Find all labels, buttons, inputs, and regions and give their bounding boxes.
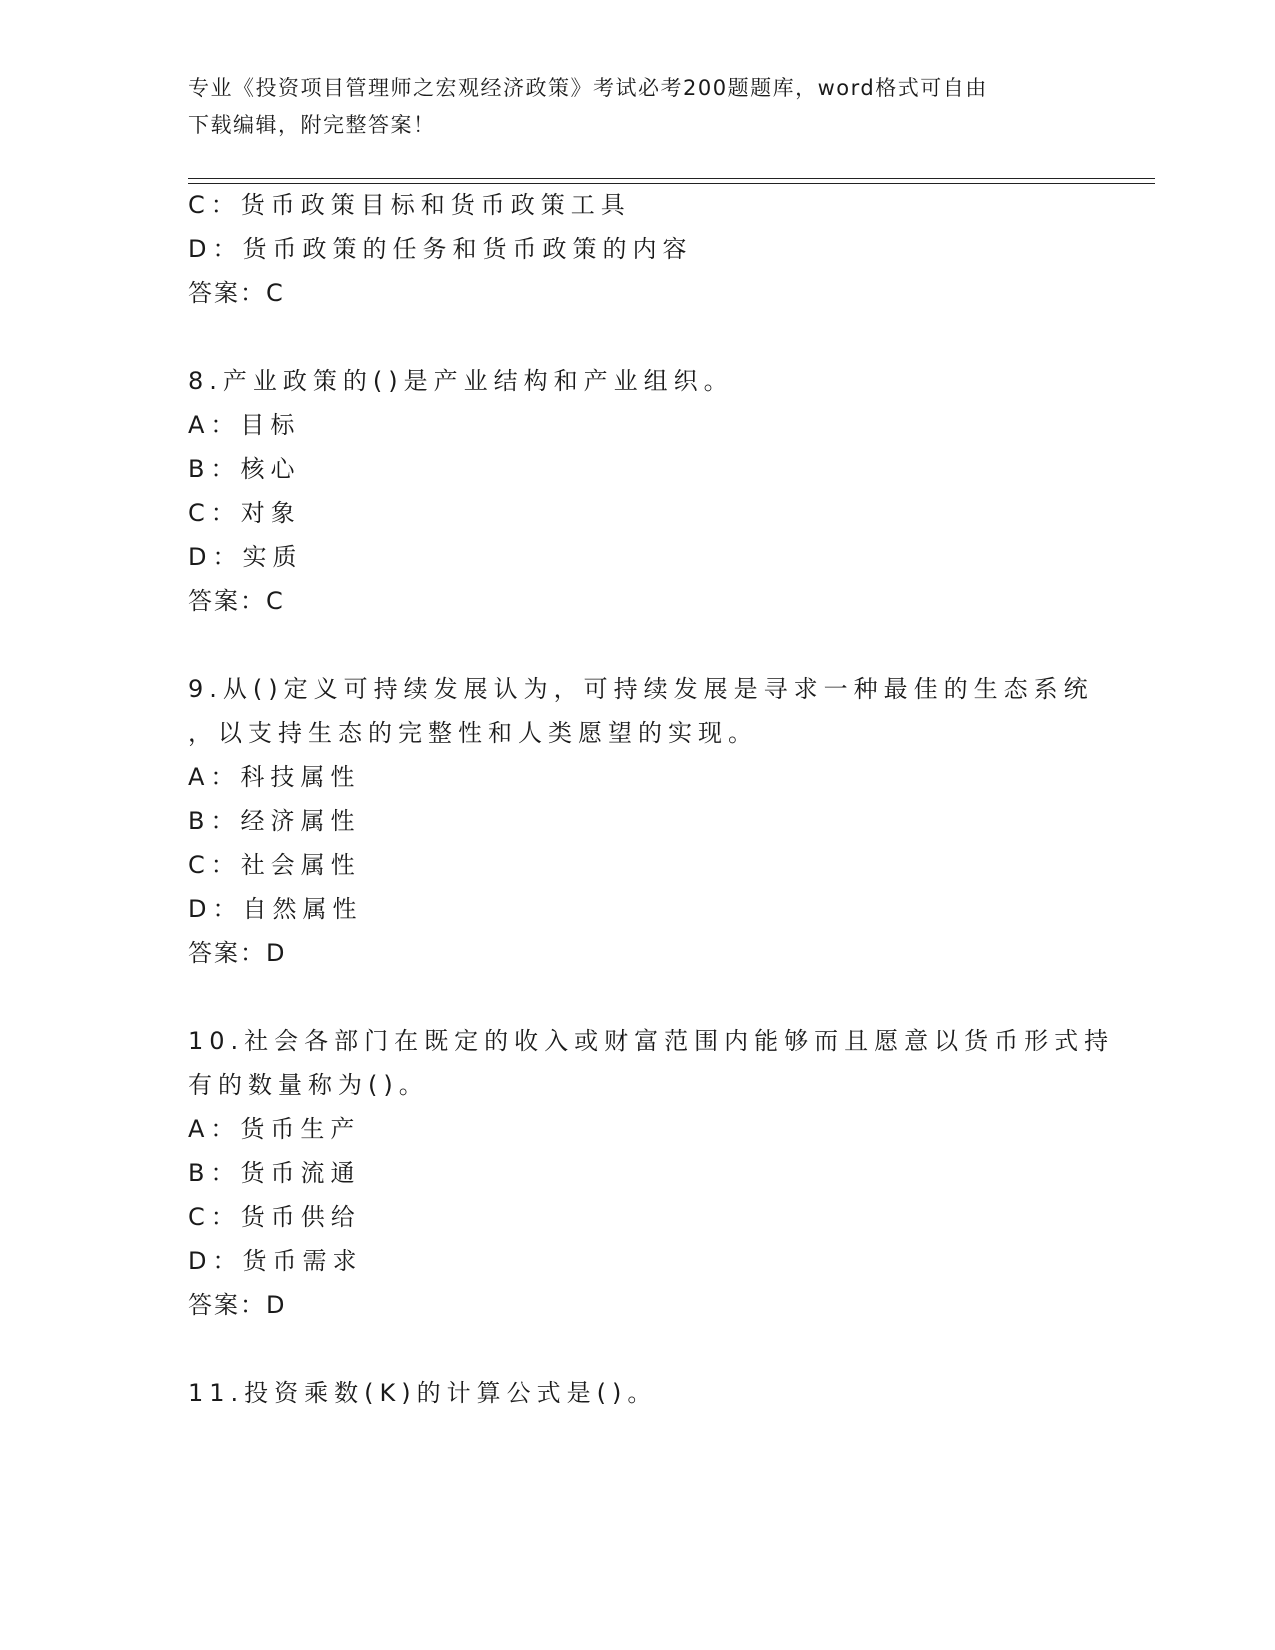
option-line: D：货币政策的任务和货币政策的内容 xyxy=(188,235,693,263)
option-line: D：自然属性 xyxy=(188,895,363,923)
option-line: C：社会属性 xyxy=(188,851,361,879)
answer-line: 答案：C xyxy=(188,587,285,615)
question-line: 8.产业政策的()是产业结构和产业组织。 xyxy=(188,367,734,395)
answer-line: 答案：D xyxy=(188,939,287,967)
option-line: A：目标 xyxy=(188,411,301,439)
option-line: C：货币供给 xyxy=(188,1203,361,1231)
header-line-2: 下载编辑，附完整答案！ xyxy=(188,113,436,137)
option-line: B：货币流通 xyxy=(188,1159,361,1187)
answer-line: 答案：D xyxy=(188,1291,287,1319)
option-line: A：科技属性 xyxy=(188,763,361,791)
option-line: A：货币生产 xyxy=(188,1115,361,1143)
option-line: B：经济属性 xyxy=(188,807,361,835)
document-header xyxy=(188,70,1088,144)
header-divider-top xyxy=(188,178,1155,179)
question-line: 有的数量称为()。 xyxy=(188,1071,429,1099)
option-line: D：实质 xyxy=(188,543,303,571)
header-line-1: 专业《投资项目管理师之宏观经济政策》考试必考200题题库，word格式可自由 xyxy=(188,76,988,100)
option-line: C：货币政策目标和货币政策工具 xyxy=(188,191,631,219)
question-line: 9.从()定义可持续发展认为，可持续发展是寻求一种最佳的生态系统 xyxy=(188,675,1094,703)
option-line: C：对象 xyxy=(188,499,301,527)
question-line: 11.投资乘数(K)的计算公式是()。 xyxy=(188,1379,658,1407)
question-line: ，以支持生态的完整性和人类愿望的实现。 xyxy=(188,719,758,747)
question-line: 10.社会各部门在既定的收入或财富范围内能够而且愿意以货币形式持 xyxy=(188,1027,1115,1055)
option-line: B：核心 xyxy=(188,455,301,483)
option-line: D：货币需求 xyxy=(188,1247,363,1275)
header-divider-bottom xyxy=(188,183,1155,184)
answer-line: 答案：C xyxy=(188,279,285,307)
